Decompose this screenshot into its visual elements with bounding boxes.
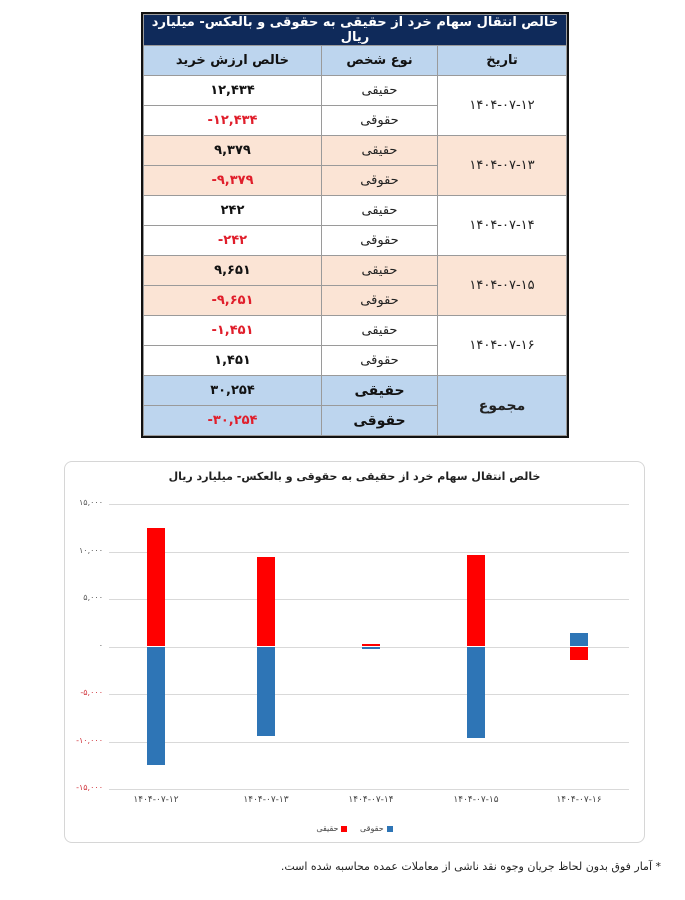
bar-haghighi (570, 647, 588, 661)
gridline (109, 789, 629, 790)
x-tick-label: ۱۴۰۴-۰۷-۱۳ (243, 795, 289, 805)
bar-haghighi (147, 528, 165, 646)
person-type-cell: حقیقی (322, 256, 438, 286)
person-type-cell: حقوقی (322, 106, 438, 136)
person-type-cell: حقوقی (322, 286, 438, 316)
person-type-cell: حقیقی (322, 76, 438, 106)
net-value-cell: -۱,۴۵۱ (144, 316, 322, 346)
gridline (109, 552, 629, 553)
table-row (144, 256, 567, 286)
person-type-cell: حقوقی (322, 166, 438, 196)
data-table (143, 14, 567, 436)
gridline (109, 694, 629, 695)
person-type-cell: حقوقی (322, 406, 438, 436)
x-tick-label: ۱۴۰۴-۰۷-۱۶ (556, 795, 602, 805)
person-type-cell: حقیقی (322, 376, 438, 406)
chart-legend (65, 824, 644, 834)
net-value-cell: ۲۴۲ (144, 196, 322, 226)
legend-item-hoghooghi (360, 824, 393, 833)
bar-hoghooghi (257, 647, 275, 736)
bar-hoghooghi (362, 647, 380, 649)
person-type-cell: حقیقی (322, 316, 438, 346)
x-tick-label: ۱۴۰۴-۰۷-۱۴ (348, 795, 394, 805)
table-title-row (144, 15, 567, 46)
gridline (109, 742, 629, 743)
legend-swatch-red-icon (341, 826, 347, 832)
table-row (144, 76, 567, 106)
bar-hoghooghi (467, 647, 485, 739)
net-value-cell: ۱,۴۵۱ (144, 346, 322, 376)
net-value-cell: -۹,۳۷۹ (144, 166, 322, 196)
y-tick-label: -۵,۰۰۰ (80, 688, 103, 697)
table-header-row (144, 46, 567, 76)
header-person-type: نوع شخص (322, 46, 438, 76)
total-row (144, 376, 567, 406)
y-tick-label: ۱۵,۰۰۰ (78, 498, 103, 507)
net-value-cell: -۲۴۲ (144, 226, 322, 256)
gridline (109, 599, 629, 600)
net-value-cell: -۳۰,۲۵۴ (144, 406, 322, 436)
header-net-value: خالص ارزش خرید (144, 46, 322, 76)
date-cell: ۱۴۰۴-۰۷-۱۳ (438, 136, 567, 196)
chart-title: خالص انتقال سهام خرد از حقیقی به حقوقی و بالعکس- میلیارد ریال (168, 470, 541, 483)
stacked-bar-chart (64, 461, 645, 843)
x-tick-label: ۱۴۰۴-۰۷-۱۵ (453, 795, 499, 805)
net-transfer-table (141, 12, 569, 438)
person-type-cell: حقیقی (322, 196, 438, 226)
table-row (144, 136, 567, 166)
bar-hoghooghi (147, 647, 165, 765)
legend-label: حقیقی (316, 824, 339, 833)
y-tick-label: ۰ (98, 640, 103, 650)
footnote: * آمار فوق بدون لحاظ جریان وجوه نقد ناشی از معاملات عمده محاسبه شده است. (280, 860, 661, 873)
date-cell: ۱۴۰۴-۰۷-۱۲ (438, 76, 567, 136)
table-row (144, 196, 567, 226)
net-value-cell: ۳۰,۲۵۴ (144, 376, 322, 406)
net-value-cell: ۹,۶۵۱ (144, 256, 322, 286)
y-tick-label: ۱۰,۰۰۰ (78, 545, 103, 555)
x-tick-label: ۱۴۰۴-۰۷-۱۲ (133, 795, 179, 805)
header-date: تاریخ (438, 46, 567, 76)
total-label-cell: مجموع (438, 376, 567, 436)
bar-haghighi (467, 555, 485, 647)
bar-hoghooghi (570, 633, 588, 647)
date-cell: ۱۴۰۴-۰۷-۱۵ (438, 256, 567, 316)
person-type-cell: حقیقی (322, 136, 438, 166)
table-title: خالص انتقال سهام خرد از حقیقی به حقوقی و بالعکس- میلیارد ریال (144, 15, 567, 46)
person-type-cell: حقوقی (322, 226, 438, 256)
y-tick-label: ۵,۰۰۰ (83, 593, 103, 602)
y-tick-label: -۱۵,۰۰۰ (76, 783, 103, 792)
net-value-cell: -۱۲,۴۳۴ (144, 106, 322, 136)
net-value-cell: ۹,۳۷۹ (144, 136, 322, 166)
net-value-cell: -۹,۶۵۱ (144, 286, 322, 316)
legend-label: حقوقی (360, 824, 384, 833)
date-cell: ۱۴۰۴-۰۷-۱۶ (438, 316, 567, 376)
person-type-cell: حقوقی (322, 346, 438, 376)
gridline (109, 504, 629, 505)
table-row (144, 316, 567, 346)
date-cell: ۱۴۰۴-۰۷-۱۴ (438, 196, 567, 256)
bar-haghighi (257, 557, 275, 646)
legend-swatch-blue-icon (387, 826, 393, 832)
net-value-cell: ۱۲,۴۳۴ (144, 76, 322, 106)
y-tick-label: -۱۰,۰۰۰ (76, 735, 103, 745)
legend-item-haghighi (316, 824, 347, 833)
